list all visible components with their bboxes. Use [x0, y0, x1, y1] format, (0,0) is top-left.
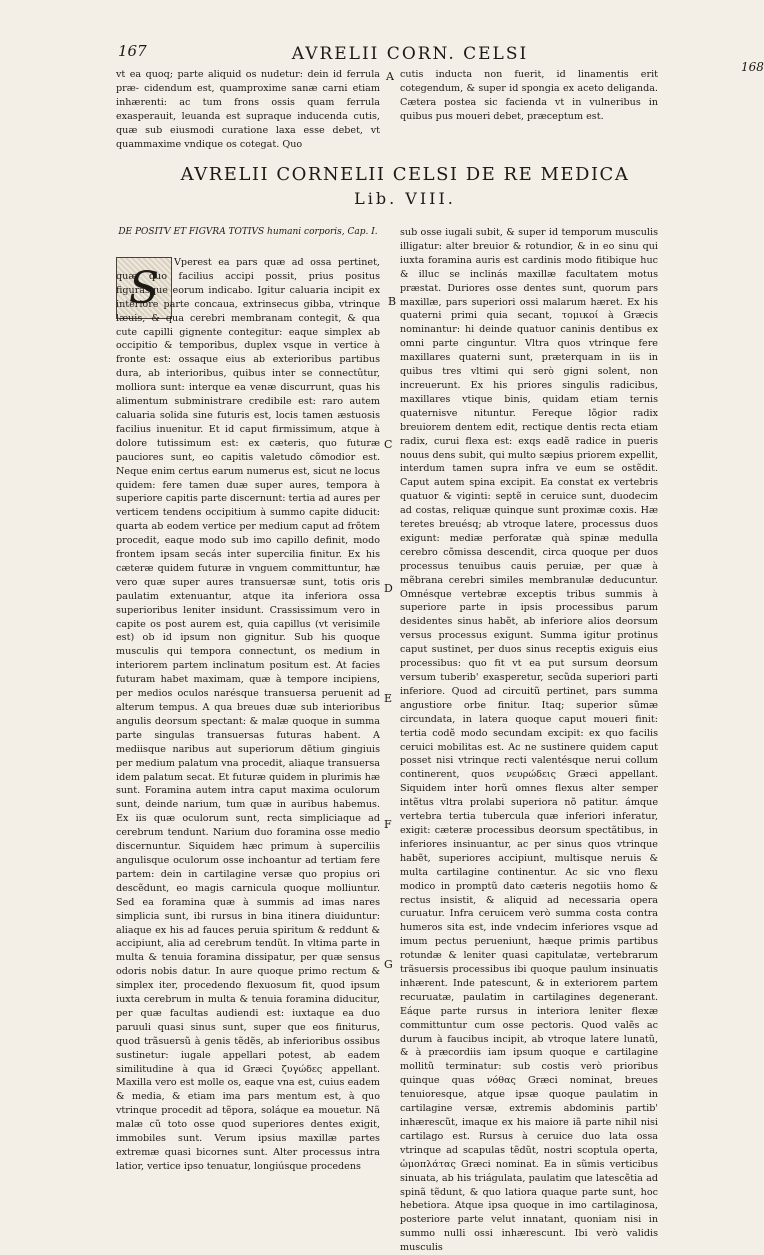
book-title — [150, 163, 660, 211]
margin-letter-g: G — [384, 958, 393, 971]
book-title-line1: AVRELII CORNELII CELSI DE RE MEDICA — [180, 164, 630, 185]
top-left-text: vt ea quoq; parte aliquid os nudetur: dein id ferrula præ- cidendum est, quamproxime sanæ carni etiam inhærenti: ac tum frons ossis quam ferrula exasperauit, leuanda est supraque inducenda cutis, quæ sub eiusmodi curatione laxa esse debet, vt quammaxime vndique os cotegat. Quo — [116, 69, 380, 150]
top-right-text: cutis inducta non fuerit, id linamentis erit cotegendum, & super id spongia ex aceto deliganda. Cætera postea sic facienda vt in vulneribus in quibus pus moueri debet, præceptum est. — [400, 69, 658, 122]
margin-letter-e: E — [384, 692, 393, 705]
right-page-number: 168 — [741, 60, 764, 74]
book-title-line2: Lib. VIII. — [354, 189, 456, 208]
chapter-heading: DE POSITV ET FIGVRA TOTIVS humani corporis, Cap. I. — [118, 227, 378, 237]
body-right-column — [400, 226, 658, 1254]
body-right-paragraph: sub osse iugali subit, & super id temporum musculis illigatur: alter breuior & rotundior, & in eo sinu qui iuxta foramina auris est cardinis modo fitibique huc & illuc se inclinás maxillæ facultatem motus præstat. Duriores osse dentes sunt, quorum pars maxillæ, pars superiori ossi malarum hæret. Ex his quaterni primi quia secant, τομικοί à Græcis nominantur: hi deinde quatuor caninis dentibus ex omni parte cinguntur. Vltra quos vtrinque fere maxillares quaterni sunt, præterquam in iis in quibus tres vltimi qui serò gigni solent, non increuerunt. Ex his priores singulis radicibus, maxillares vtique binis, quidam etiam ternis quaternisve nituntur. Fereque lõgior radix breuiorem dentem edit, rectique dentis recta etiam radix, curui flexa est: exqs eadẽ radice in pueris nouus dens subit, qui multo sæpius priorem expellit, interdum tamen supra infra ve eum se ostẽdit. Caput autem spina excipit. Ea constat ex vertebris quatuor & viginti: septẽ in ceruice sunt, duodecim ad costas, reliquæ quinque sunt proximæ coxis. Hæ teretes breuésq; ab vtroque latere, processus duos exigunt: mediæ perforatæ quà spinæ medulla cerebro cõmissa descendit, circa quoque per duos processus tenuibus cauis peruiæ, per quæ à mẽbrana cerebri similes membranulæ deducuntur. Omnésque vertebræ exceptis tribus summis à superiore parte in ipsis processibus parum desidentes sinus habẽt, ab inferiore alios deorsum versus processus exigunt. Summa igitur protinus caput sustinet, per duos sinus receptis exiguis eius processibus: quo fit vt ea put sursum deorsum versum tuberib' exasperetur, secũda superiori parti inferiore. Quod ad circuitũ pertinet, pars summa angustiore orbe finitur. Itaq; superior sũmæ circundata, in latera quoque caput moueri finit: tertia codẽ modo secundam excipit: ex quo facilis ceruici mobilitas est. Ac ne sustinere quidem caput posset nisi vtrinque recti valentésque nerui collum continerent, quos νευρώδεις Græci appellant. Siquidem inter horũ omnes flexus alter semper intẽtus vltra prolabi superiora nõ patitur. ámque vertebra tertia tubercula quæ inferiori inferatur, exigit: cæteræ processibus deorsum spectãtibus, in inferiores insinuantur, ac per sinus quos vtrinque habẽt, superiores accipiunt, multisque neruis & multa cartilagine continentur. Ac sic vno flexu modico in promptũ dato cæteris negotiis homo & rectus insistit, & aliquid ad necessaria opera curuatur. Infra ceruicem verò summa costa contra humeros sita est, inde vndecim inferiores vsque ad imum pectus perueniunt, hæque primis partibus rotundæ & leniter quasi capitulatæ, vertebrarum trãsuersis processibus ibi quoque paulum insinuatis inhærent. Inde patescunt, & in exteriorem partem recuruatæ, paulatim in cartilagines degenerant. Eáque parte rursus in interiora leniter flexæ committuntur cum osse pectoris. Quod valẽs ac durum à faucibus incipit, ab vtroque latere lunatũ, & à præcordiis iam ipsum quoque e cartilagine mollitũ terminatur: sub costis verò prioribus quinque quas νόθας Græci nominat, breues tenuioresque, atque ipsæ quoque paulatim in cartilagine versæ, extremis abdominis partib' inhærescũt, imaque ex his maiore iã parte nihil nisi cartilago est. Rursus à ceruice duo lata ossa vtrinque ad scapulas tẽdũt, nostri scoptula operta, ὠμοπλάτας Græci nominat. Ea in sũmis verticibus sinuata, ab his triágulata, paulatim que latescẽtia ad spinã tẽdunt, & quo latiora quaque parte sunt, hoc hebetiora. Atque ipsa quoque in imo cartilaginosa, posteriore parte velut innatant, quoniam nisi in summo nulli ossi inhærescunt. Ibi verò validis musculis — [400, 227, 658, 1254]
body-left-column — [116, 256, 380, 1172]
decorated-initial: S — [116, 257, 172, 319]
running-title: AVRELII CORN. CELSI — [291, 44, 529, 64]
margin-letter-c: C — [384, 438, 393, 451]
left-page-number: 167 — [118, 42, 147, 60]
margin-letter-d: D — [384, 582, 393, 595]
margin-letter-b: B — [388, 295, 397, 308]
body-left-paragraph: Vperest ea pars quæ ad ossa pertinet, quæ quo facilius accipi possit, prius positus figurasque eorum indicabo. Igitur caluaria incipit ex interiore parte concaua, extrinsecus gibba, vtrinque læuis, & qua cerebri membranam contegit, & qua cute capilli gignente contegitur: eaque simplex ab occipitio & temporibus, duplex vsque in vertice à fronte est: ossaque eius ab exterioribus partibus dura, ab interioribus, quibus inter se connectûtur, molliora sunt: interque ea venæ discurrunt, quas his alimentum subministrare credibile est: raro autem caluaria solida sine futuris est, locis tamen æstuosis facilius inuenitur. Et id caput firmissimum, atque à dolore tutissimum est: ex cæteris, quo futuræ pauciores sunt, eo capitis valetudo cõmodior est. Neque enim certus earum numerus est, sicut ne locus quidem: fere tamen duæ super aures, tempora à superiore capitis parte discernunt: tertia ad aures per verticem tendens occipitium à summo capite diducit: quarta ab eodem vertice per medium caput ad frõtem procedit, eaque modo sub imo capillo definit, modo frontem ipsam secás inter supercilia finitur. Ex his cæteræ quidem futuræ in vnguem committuntur, hæ vero quæ super aures transuersæ sunt, totis oris paulatim extenuantur, atque ita inferiora ossa superioribus leniter insidunt. Crassissimum vero in capite os post aurem est, quia capillus (vt verisimile est) ob id ipsum non gignitur. Sub his quoque musculis qui temporа connectunt, os medium in interiorem partem inclinatum positum est. At facies futuram habet maximam, quæ à tempore incipiens, per medios oculos narésque transuersa peruenit ad alterum tempus. A qua breues duæ sub interioribus angulis deorsum spectant: & malæ quoque in summa parte singulas transuersas futuras habent. A mediisque naribus aut superiorum dẽtium gingiuis per medium palatum vna procedit, aliaque transuersa idem palatum secat. Et futuræ quidem in plurimis hæ sunt. Foramina autem intra caput maxima oculorum sunt, deinde narium, tum quæ in auribus habemus. Ex iis quæ oculorum sunt, recta simpliciaque ad cerebrum tendunt. Narium duo foramina osse medio discernuntur. Siquidem hæc primum à superciliis angulisque oculorum osse inchoantur ad tertiam fere partem: dein in cartilagine versæ quo propius ori descẽdunt, eo magis carnicula quoque molliuntur. Sed ea foramina quæ à summis ad imas nares simplicia sunt, ibi rursus in bina itinera diuiduntur: aliaque ex his ad fauces peruia spiritum & reddunt & accipiunt, alia ad cerebrum tendũt. In vltima parte in multa & tenuia foramina dissipatur, per quæ sensus odoris nobis datur. In aure quoque primo rectum & simplex iter, procedendo flexuosum fit, quod ipsum iuxta cerebrum in multa & tenuia foramina diducitur, per quæ facultas audiendi est: iuxtaque ea duo paruuli quasi sinus sunt, super que eos finiturus, quod trãsuersũ à genis tẽdẽs, ab inferioribus ossibus sustinetur: iugale appellari potest, ab eadem similitudine à qua id Græci ζυγώδες appellant. Maxilla vero est molle os, eaque vna est, cuius eadem & media, & etiam ima pars mentum est, à quo vtrinque procedit ad tẽpora, soláque ea mouetur. Nã malæ cũ toto osse quod superiores dentes exigit, immobiles sunt. Verum ipsius maxillæ partes extremæ quasi bicornes sunt. Alter processus intra latior, vertice ipso tenuatur, longiúsque procedens — [116, 257, 380, 1172]
running-head — [100, 40, 764, 74]
margin-letter-a: A — [386, 70, 394, 83]
margin-letter-f: F — [384, 818, 392, 831]
